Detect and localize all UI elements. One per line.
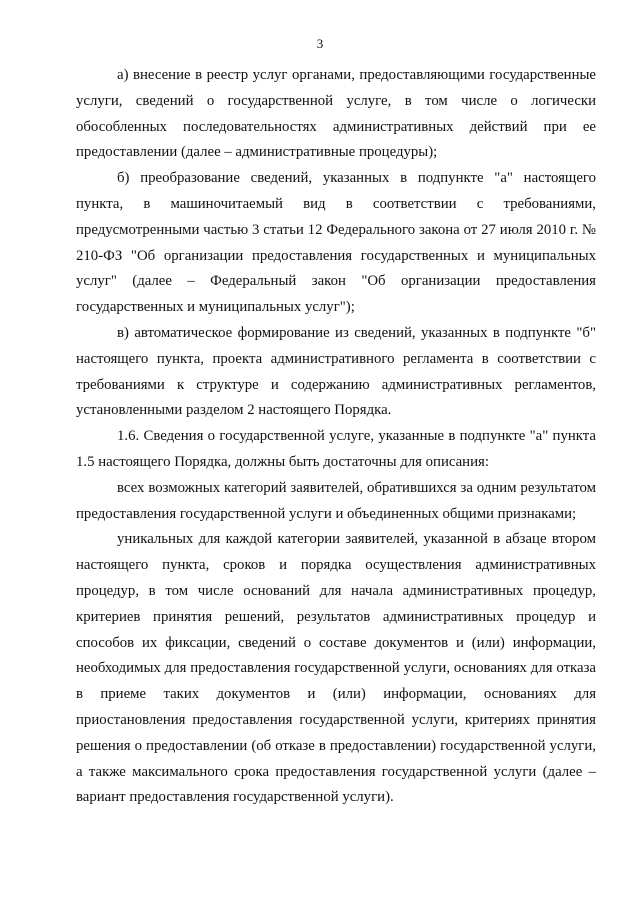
paragraph-service-variant: уникальных для каждой категории заявителей, указанной в абзаце втором настоящего пункта, сроков и порядка осуществления административных процедур, в том числе оснований для начала административных процедур, критериев принятия решений, результатов административных процедур и способов их фиксации, сведений о составе документов и (или) информации, необходимых для предоставления государственной услуги, основаниях для отказа в приеме таких документов и (или) информации, основаниях для приостановления предоставления государственной услуги, критериях принятия решения о предоставлении (об отказе в предоставлении) государственной услуги, а также максимального срока предоставления государственной услуги (далее – вариант предоставления государственной услуги). (76, 531, 596, 806)
paragraph-a: а) внесение в реестр услуг органами, предоставляющими государственные услуги, сведений о государственной услуге, в том числе о логически обособленных последовательностях административных действий при ее предоставлении (далее – административные процедуры); (76, 67, 596, 161)
paragraph-applicant-categories: всех возможных категорий заявителей, обратившихся за одним результатом предоставления государственной услуги и объединенных общими признаками; (76, 479, 596, 522)
paragraph-v: в) автоматическое формирование из сведений, указанных в подпункте "б" настоящего пункта, проекта административного регламента в соответствии с требованиями к структуре и содержанию административных регламентов, установленными разделом 2 настоящего Порядка. (76, 324, 596, 419)
page-number: 3 (316, 36, 324, 51)
paragraph-1-6: 1.6. Сведения о государственной услуге, указанные в подпункте "а" пункта 1.5 настоящего Порядка, должны быть достаточны для описания: (76, 428, 596, 470)
paragraph-b: б) преобразование сведений, указанных в подпункте "а" настоящего пункта, в машиночитаемый вид в соответствии с требованиями, предусмотренными частью 3 статьи 12 Федерального закона от 27 июля 2010 г. № 210-ФЗ "Об организации предоставления государственных и муниципальных услуг" (далее – Федеральный закон "Об организации предоставления государственных и муниципальных услуг"); (76, 170, 596, 316)
document-body (76, 63, 596, 811)
